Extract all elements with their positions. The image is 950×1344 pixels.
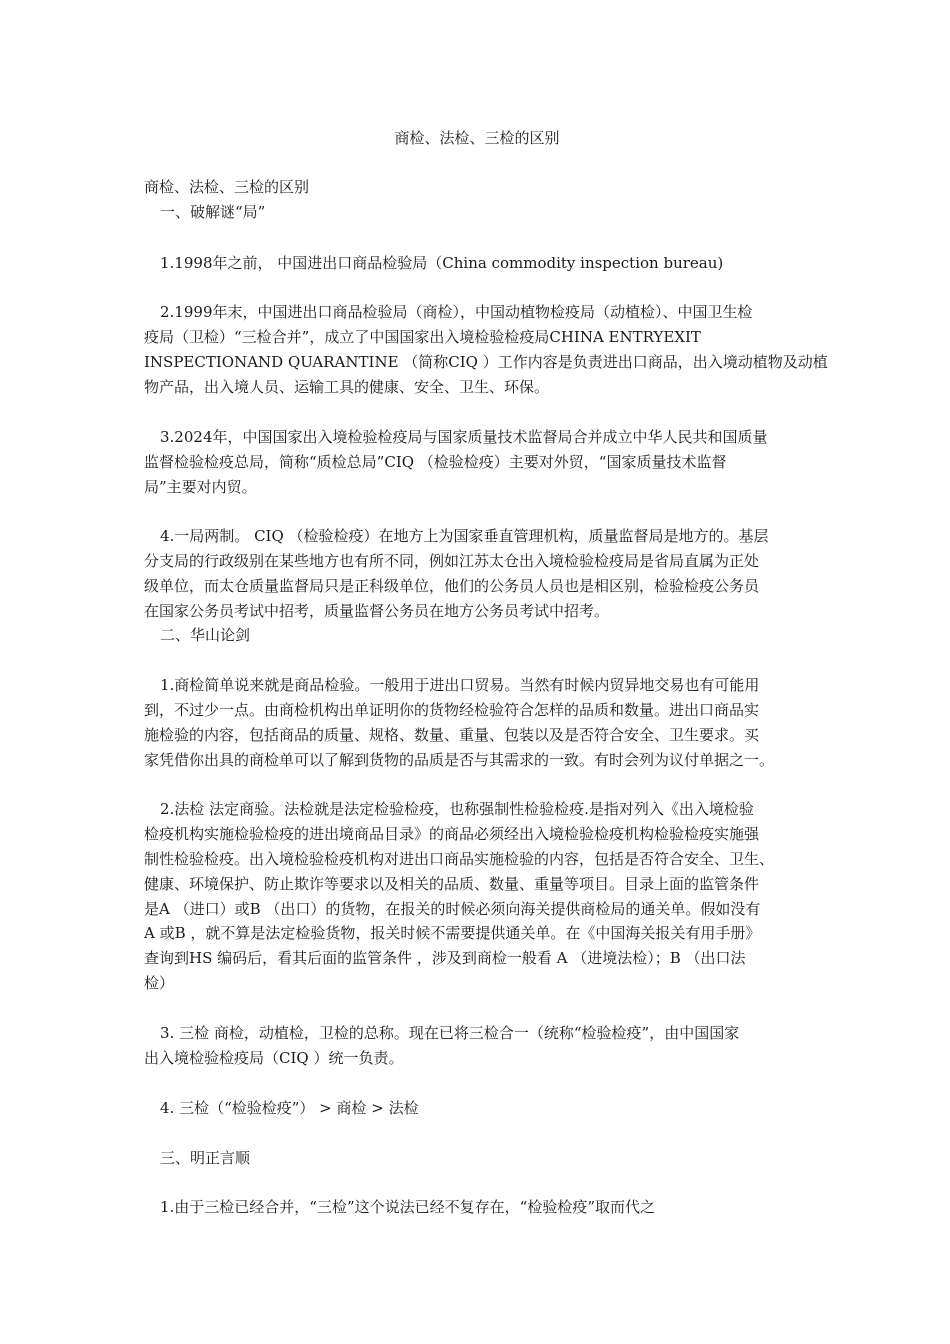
paragraph-line: INSPECTIONAND QUARANTINE （简称CIQ ）工作内容是负责进出口商品，出入境动植物及动植	[144, 353, 828, 371]
paragraph-line: 家凭借你出具的商检单可以了解到货物的品质是否与其需求的一致。有时会列为议付单据之一。	[144, 751, 775, 769]
paragraph-line: 在国家公务员考试中招考，质量监督公务员在地方公务员考试中招考。	[144, 602, 610, 620]
document-title: 商检、法检、三检的区别	[394, 129, 560, 147]
paragraph-line: 2.法检 法定商验。法检就是法定检验检疫，也称强制性检验检疫.是指对列入《出入境检验	[160, 800, 754, 818]
paragraph-line: 疫局（卫检）“三检合并”，成立了中国国家出入境检验检疫局CHINA ENTRYEXIT	[144, 328, 701, 346]
paragraph-line: 3. 三检 商检，动植检，卫检的总称。现在已将三检合一（统称“检验检疫”，由中国国家	[160, 1024, 740, 1042]
section-heading-2: 二、华山论剑	[160, 626, 251, 644]
paragraph-line: 检疫机构实施检验检疫的进出境商品目录》的商品必须经出入境检验检疫机构检验检疫实施强	[144, 825, 760, 843]
paragraph-line: 2.1999年末，中国进出口商品检验局（商检），中国动植物检疫局（动植检）、中国卫生检	[160, 303, 753, 321]
paragraph-line: 4. 三检（“检验检疫”） > 商检 > 法检	[160, 1099, 419, 1117]
section-heading-1: 一、破解谜“局”	[160, 203, 266, 221]
paragraph-line: 是A （进口）或B （出口）的货物，在报关的时候必须向海关提供商检局的通关单。假如没有	[144, 900, 761, 918]
paragraph-line: 1.商检简单说来就是商品检验。一般用于进出口贸易。当然有时候内贸异地交易也有可能用	[160, 676, 760, 694]
paragraph-line: 检）	[144, 974, 175, 992]
paragraph-line: 查询到HS 编码后，看其后面的监管条件 ，涉及到商检一般看 A （进境法检）；B （出口法	[144, 949, 746, 967]
paragraph-line: 监督检验检疫总局，简称“质检总局”CIQ （检验检疫）主要对外贸，“国家质量技术监督	[144, 453, 727, 471]
paragraph-line: 1.由于三检已经合并，“三检”这个说法已经不复存在，“检验检疫”取而代之	[160, 1198, 655, 1216]
paragraph-line: 分支局的行政级别在某些地方也有所不同，例如江苏太仓出入境检验检疫局是省局直属为正处	[144, 552, 760, 570]
paragraph-line: 健康、环境保护、防止欺诈等要求以及相关的品质、数量、重量等项目。目录上面的监管条件	[144, 875, 760, 893]
paragraph-line: 1.1998年之前， 中国进出口商品检验局（China commodity inspection bureau)	[160, 254, 724, 272]
paragraph-line: 到，不过少一点。由商检机构出单证明你的货物经检验符合怎样的品质和数量。进出口商品实	[144, 701, 760, 719]
paragraph-line: 物产品，出入境人员、运输工具的健康、安全、卫生、环保。	[144, 378, 550, 396]
paragraph-line: 3.2024年，中国国家出入境检验检疫局与国家质量技术监督局合并成立中华人民共和国质量	[160, 428, 768, 446]
paragraph-line: 制性检验检疫。出入境检验检疫机构对进出口商品实施检验的内容，包括是否符合安全、卫生、	[144, 850, 775, 868]
subtitle-line: 商检、法检、三检的区别	[144, 178, 310, 196]
paragraph-line: 出入境检验检疫局（CIQ ）统一负责。	[144, 1049, 404, 1067]
paragraph-line: 4.一局两制。 CIQ （检验检疫）在地方上为国家垂直管理机构，质量监督局是地方的。基层	[160, 527, 769, 545]
section-heading-3: 三、明正言顺	[160, 1149, 251, 1167]
paragraph-line: 级单位，而太仓质量监督局只是正科级单位，他们的公务员人员也是相区别，检验检疫公务员	[144, 577, 760, 595]
paragraph-line: 施检验的内容，包括商品的质量、规格、数量、重量、包装以及是否符合安全、卫生要求。买	[144, 726, 760, 744]
paragraph-line: 局”主要对内贸。	[144, 478, 257, 496]
paragraph-line: A 或B ，就不算是法定检验货物，报关时候不需要提供通关单。在《中国海关报关有用手册》	[144, 924, 761, 942]
